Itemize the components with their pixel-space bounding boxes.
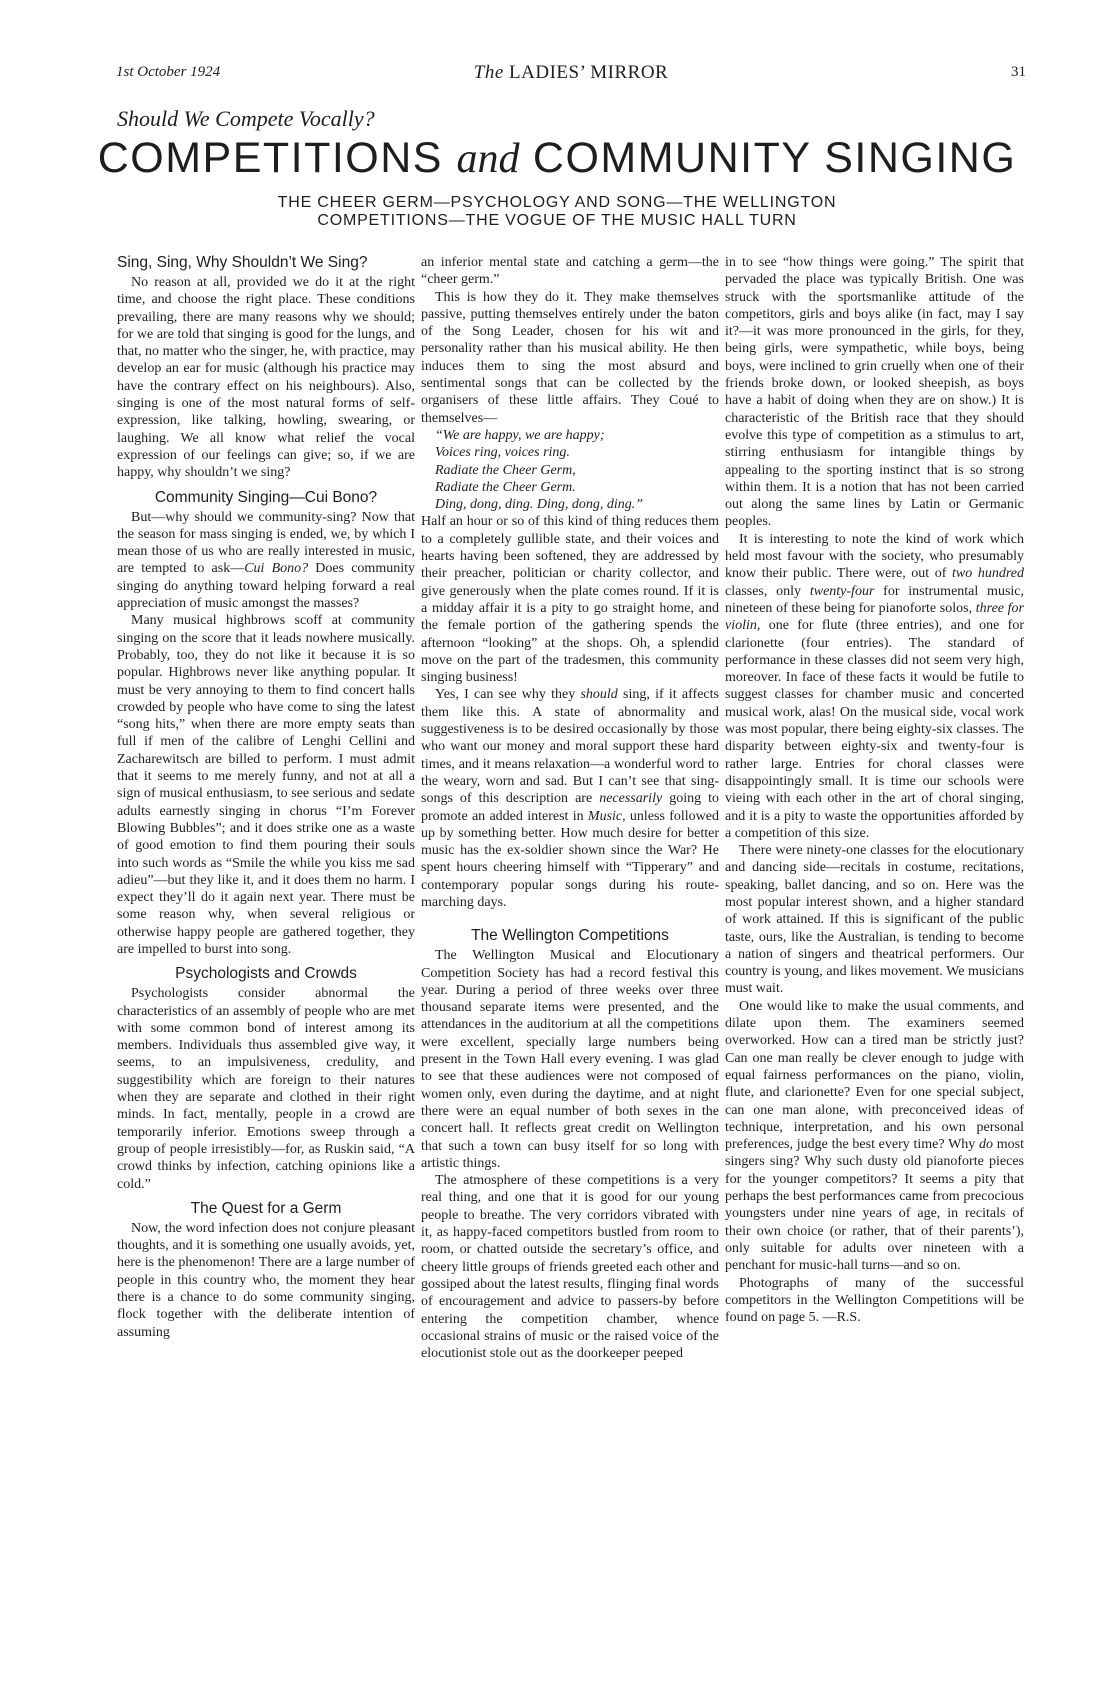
- section-heading-wellington: The Wellington Competitions: [471, 927, 669, 945]
- headline-community-singing: COMMUNITY SINGING: [532, 134, 1017, 182]
- paragraph: The Wellington Musical and Elocutionary Competition Society has had a record festival this year. During a period of three weeks over three thousand separate items were presented, and the attendances in the auditorium at all the competitions were excellent, specially large numbers being present in the Town Hall every evening. I was glad to see that these audiences were not composed of women only, even during the daytime, and at night there were an equal number of both sexes in the concert hall. It reflects great credit on Wellington that such a town can busy itself for so long with artistic things.: [421, 948, 719, 1171]
- article-kicker: Should We Compete Vocally?: [117, 106, 375, 131]
- article-headline: [0, 134, 1114, 183]
- paragraph: Now, the word infection does not conjure pleasant thoughts, and it is something one usually avoids, yet, here is the phenomenon! There are a large number of people in this country who, the moment they hear there is a chance to do some community singing, flock together with the deliberate intention of assuming: [117, 1220, 415, 1340]
- article-deck-line-2: COMPETITIONS—THE VOGUE OF THE MUSIC HALL TURN: [317, 212, 797, 229]
- paragraph: The atmosphere of these competitions is a very real thing, and one that it is good for our young people to breathe. The very corridors vibrated with it, as happy-faced competitors bustled from room to room, or chatted outside the secretary’s office, and cheery little groups of friends greeted each other and gossiped about the latest results, flinging final words of encouragement and advice to passers-by before entering the competition chamber, whence occasional strains of music or the raised voice of the elocutionist stole out as the doorkeeper peeped: [421, 1173, 719, 1362]
- section-heading-psychologists: Psychologists and Crowds: [175, 965, 357, 983]
- paragraph: There were ninety-one classes for the elocutionary and dancing side—recitals in costume, recitations, speaking, ballet dancing, and so on. Here was the most popular interest shown, and a higher standard of work attained. If this is significant of the public taste, ours, like the Australian, is tending to become a nation of singers and theatrical performers. Our country is young, and likes movement. We musicians must wait.: [725, 843, 1024, 997]
- column-1: [117, 254, 415, 1341]
- paragraph: Many musical highbrows scoff at community singing on the score that it leads nowhere musically. Probably, too, they do not like it because it is so popular. Highbrows never like anything popular. It must be very annoying to them to find concert halls crowded by people who have come to sing the latest “song hits,” when there are more empty seats than full if men of the calibre of Lenghi Cellini and Zacharewitsch are billed to perform. I must admit that it seems to me merely funny, and not at all a sign of musical enthusiasm, to see serious and sedate adults earnestly singing in chorus “I’m Forever Blowing Bubbles”; and it does strike one as a waste of good emotion to find them pouring their souls into such words as “Smile the while you kiss me sad adieu”—but they like it, and it does them no harm. I expect they’ll do it again next year. There must be some reason why, when several religious or otherwise happy people are gathered together, they are impelled to burst into song.: [117, 613, 415, 957]
- paragraph: Psychologists consider abnormal the characteristics of an assembly of people who are met with some common bond of interest among its members. Individuals thus assembled give way, it seems, to an impulsiveness, credulity, and suggestibility which are foreign to their natures when they are separate and clothed in their right minds. In fact, mentally, people in a crowd are temporarily inferior. Emotions sweep through a group of people irresistibly—for, as Ruskin said, “A crowd thinks by infection, catching opinions like a cold.”: [117, 986, 415, 1192]
- magazine-title-the: The: [473, 62, 504, 83]
- verse-line: Radiate the Cheer Germ,: [435, 462, 576, 478]
- page-number: 31: [1011, 64, 1026, 80]
- headline-competitions: COMPETITIONS: [97, 134, 443, 182]
- paragraph: This is how they do it. They make themselves passive, putting themselves entirely under the baton of the Song Leader, chosen for his wit and personality rather than his musical ability. He then induces them to sing the most absurd and sentimental songs that can be collected by the organisers of these little affairs. They Coué to themselves—: [421, 289, 719, 426]
- section-heading-sing: Sing, Sing, Why Shouldn’t We Sing?: [117, 254, 368, 271]
- paragraph: It is interesting to note the kind of work which held most favour with the society, who presumably know their public. There were, out of two hundred classes, only twenty-four for instrumental music, nineteen of these being for pianoforte solos, three for violin, one for flute (three entries), and one for clarionette (four entries). The standard of performance in these classes did not seem very high, moreover. In face of these facts it would be futile to suggest classes for chamber music and concerted musical work, alas! On the musical side, vocal work was most popular, there being eighty-six classes. The disparity between eighty-six and twenty-four is rather large. Entries for choral classes were disappointingly small. It is time our schools were vieing with each other in the art of choral singing, and it is a pity to waste the opportunities afforded by a competition of this size.: [725, 531, 1024, 841]
- column-3: [725, 254, 1024, 1326]
- running-head: [116, 62, 1026, 88]
- paragraph: No reason at all, provided we do it at the right time, and choose the right place. These conditions prevailing, there are many reasons why we should; for we are told that singing is good for the lungs, and that, no matter who the singer, he, with practice, may develop an ear for music (although his practice may have the contrary effect on his neighbours). Also, singing is one of the most natural forms of self-expression, like talking, howling, swearing, or laughing. We all know what relief the vocal expression of our feelings can give; so, if we are happy, why shouldn’t we sing?: [117, 275, 415, 481]
- paragraph: in to see “how things were going.” The spirit that pervaded the place was typically British. One was struck with the sportsmanlike attitude of the competitors, girls and boys alike (in fact, may I say it?—it was more pronounced in the girls, for they, being girls, were sympathetic, while boys, being boys, were inclined to grin cruelly when one of their friends broke down, or looked sheepish, as boys have a habit of doing when they are on show.) It is characteristic of the British race that they should evolve this type of competition as a stimulus to art, stirring enthusiasm for intangible things by appealing to the sporting instinct that is so strong within them. It is a notion that has not been carried out along the same lines by Latin or Germanic peoples.: [725, 255, 1024, 530]
- column-2: [421, 254, 719, 1362]
- section-heading-quest-for-germ: The Quest for a Germ: [190, 1199, 342, 1217]
- article-deck-line-1: THE CHEER GERM—PSYCHOLOGY AND SONG—THE WELLINGTON: [277, 194, 837, 211]
- paragraph: an inferior mental state and catching a germ—the “cheer germ.”: [421, 255, 719, 288]
- headline-and: and: [456, 136, 520, 182]
- paragraph: Half an hour or so of this kind of thing reduces them to a completely gullible state, and their voices and hearts having been softened, they are addressed by their preacher, politician or charity collector, and give generously when the plate comes round. If it is a midday affair it is a pity to go straight home, and the female portion of the gathering spends the afternoon “looking” at the shops. Oh, a splendid move on the part of the tradesmen, this community singing business!: [421, 514, 719, 686]
- verse-line: Voices ring, voices ring.: [435, 445, 570, 461]
- verse-line: Ding, dong, ding. Ding, dong, ding.”: [435, 497, 644, 513]
- section-heading-cui-bono: Community Singing—Cui Bono?: [154, 488, 378, 506]
- paragraph: One would like to make the usual comments, and dilate upon them. The examiners seemed overworked. How can a tired man be strictly just? Can one man really be clever enough to judge with equal fairness performances on the piano, violin, flute, and clarionette? Even for one special subject, can one man alone, with preconceived ideas of technique, interpretation, and his own personal preferences, judge the best every time? Why do most singers sing? Why such dusty old pianoforte pieces for the younger competitors? It seems a pity that perhaps the best performances came from precocious youngsters under nine years of age, in recitals of their own choice (or rather, that of their parents’), only suitable for adults over nineteen with a penchant for music-hall turns—and so on.: [725, 998, 1024, 1274]
- magazine-title: [116, 62, 1026, 84]
- paragraph-signoff: Photographs of many of the successful competitors in the Wellington Competitions will be found on page 5. —R.S.: [725, 1275, 1024, 1326]
- issue-date: 1st October 1924: [116, 64, 221, 80]
- paragraph: But—why should we community-sing? Now that the season for mass singing is ended, we, by which I mean those of us who are really interested in music, are tempted to ask—Cui Bono? Does community singing do anything toward helping forward a real appreciation of music amongst the masses?: [117, 509, 415, 612]
- magazine-title-name: LADIES’ MIRROR: [509, 62, 669, 83]
- verse-line: “We are happy, we are happy;: [435, 427, 605, 443]
- paragraph: Yes, I can see why they should sing, if it affects them like this. A state of abnormality and suggestiveness is to be desired occasionally by those who want our money and moral support these hard times, and it means relaxation—a wonderful word to the weary, worn and sad. But I can’t see that sing-songs of this description are necessarily going to promote an added interest in Music, unless followed up by something better. How much desire for better music has the ex-soldier shown since the War? He spent hours cheering himself with “Tipperary” and contemporary popular songs during his route-marching days.: [421, 687, 719, 910]
- verse-line: Radiate the Cheer Germ.: [435, 479, 576, 495]
